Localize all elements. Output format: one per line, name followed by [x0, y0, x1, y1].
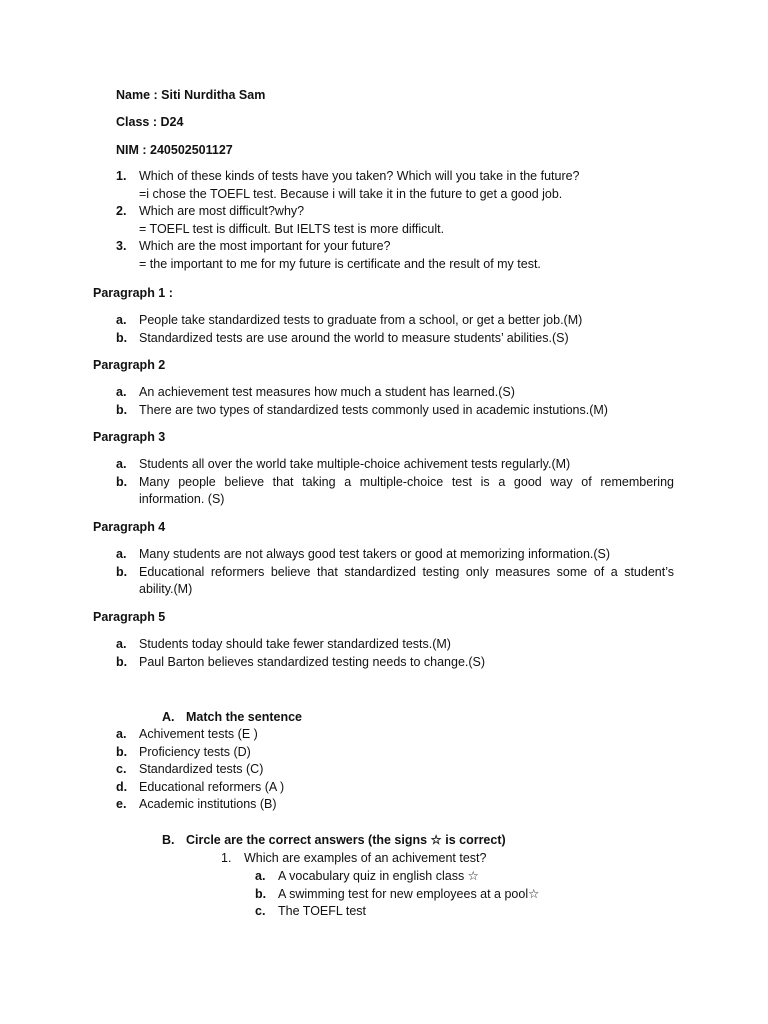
item-text: Achivement tests (E )	[139, 727, 258, 741]
list-item	[116, 564, 674, 599]
item-text: Many students are not always good test takers or good at memorizing information.(S)	[139, 547, 611, 561]
item-marker: a.	[255, 869, 266, 883]
item-text: Many people believe that taking a multiple-choice test is a good way of remembering information. (S)	[139, 474, 674, 507]
item-marker: b.	[116, 330, 128, 345]
list-item	[255, 868, 675, 886]
paragraph-heading: Paragraph 1 :	[93, 286, 173, 300]
list-item	[116, 474, 674, 509]
item-marker: a.	[116, 313, 127, 327]
question-answer: = TOEFL test is difficult. But IELTS test is more difficult.	[139, 221, 445, 236]
item-marker: a.	[116, 727, 127, 741]
list-item	[116, 744, 674, 762]
question-answer: =i chose the TOEFL test. Because i will take it in the future to get a good job.	[139, 186, 563, 201]
paragraph-list	[116, 384, 674, 419]
list-item	[116, 761, 674, 779]
item-marker: b.	[116, 474, 128, 489]
item-marker: d.	[116, 779, 128, 794]
option-list	[255, 868, 675, 921]
student-class: Class : D24	[116, 115, 184, 129]
item-marker: e.	[116, 797, 127, 812]
item-text: Paul Barton believes standardized testing needs to change.(S)	[139, 654, 486, 669]
item-text: Educational reformers believe that standardized testing only measures some of a student’s ability.(M)	[139, 564, 674, 597]
item-text: There are two types of standardized tests commonly used in academic instutions.(M)	[139, 402, 608, 417]
section-a-title	[162, 709, 302, 727]
question-number: 1.	[221, 851, 232, 865]
paragraph-heading: Paragraph 2	[93, 358, 166, 372]
item-text: An achievement test measures how much a student has learned.(S)	[139, 385, 515, 399]
list-item	[116, 796, 674, 814]
student-nim: NIM : 240502501127	[116, 143, 233, 157]
question-item	[116, 203, 676, 238]
item-marker: a.	[116, 385, 127, 399]
student-name: Name : Siti Nurditha Sam	[116, 88, 266, 102]
list-item	[116, 546, 674, 564]
list-item	[116, 636, 674, 654]
question-item	[116, 238, 676, 273]
item-marker: b.	[255, 886, 267, 901]
item-text: A swimming test for new employees at a pool☆	[278, 886, 540, 901]
paragraph-list	[116, 546, 674, 599]
question-item	[116, 168, 676, 203]
item-text: Standardized tests are use around the world to measure students’ abilities.(S)	[139, 330, 569, 345]
question-text: Which are most difficult?why?	[139, 204, 305, 219]
paragraph-list	[116, 456, 674, 509]
list-item	[116, 456, 674, 474]
question-number: 1.	[116, 169, 127, 183]
item-marker: b.	[116, 402, 128, 417]
item-marker: b.	[116, 744, 128, 759]
item-marker: b.	[116, 654, 128, 669]
match-list	[116, 726, 674, 814]
section-b-question	[221, 850, 486, 868]
item-text: The TOEFL test	[278, 904, 367, 919]
item-marker: a.	[116, 457, 127, 471]
item-text: People take standardized tests to graduate from a school, or get a better job.(M)	[139, 313, 583, 327]
section-marker: B.	[162, 833, 175, 847]
list-item	[116, 654, 674, 672]
list-item	[116, 384, 674, 402]
item-marker: a.	[116, 547, 127, 561]
item-text: A vocabulary quiz in english class ☆	[278, 869, 479, 883]
list-item	[116, 726, 674, 744]
item-text: Proficiency tests (D)	[139, 744, 251, 759]
list-item	[255, 886, 675, 904]
question-text: Which are examples of an achivement test?	[244, 851, 487, 865]
paragraph-heading: Paragraph 4	[93, 520, 166, 534]
paragraph-heading: Paragraph 3	[93, 430, 166, 444]
section-title-text: Circle are the correct answers (the signs ☆ is correct)	[186, 833, 506, 847]
item-marker: c.	[116, 762, 127, 777]
item-text: Educational reformers (A )	[139, 779, 285, 794]
item-marker: b.	[116, 564, 128, 579]
question-number: 2.	[116, 204, 127, 219]
list-item	[116, 779, 674, 797]
question-number: 3.	[116, 239, 127, 254]
question-answer: = the important to me for my future is certificate and the result of my test.	[139, 256, 541, 271]
item-text: Students all over the world take multiple-choice achivement tests regularly.(M)	[139, 457, 571, 471]
section-b-title	[162, 832, 506, 850]
question-list	[116, 168, 676, 274]
paragraph-list	[116, 312, 674, 347]
item-text: Academic institutions (B)	[139, 797, 277, 812]
section-marker: A.	[162, 710, 175, 724]
list-item	[116, 402, 674, 420]
paragraph-heading: Paragraph 5	[93, 610, 166, 624]
item-text: Students today should take fewer standardized tests.(M)	[139, 637, 451, 651]
item-text: Standardized tests (C)	[139, 762, 264, 777]
section-title-text: Match the sentence	[186, 710, 303, 724]
question-text: Which of these kinds of tests have you taken? Which will you take in the future?	[139, 169, 580, 183]
paragraph-list	[116, 636, 674, 671]
item-marker: c.	[255, 904, 266, 919]
list-item	[255, 903, 675, 921]
list-item	[116, 330, 674, 348]
list-item	[116, 312, 674, 330]
question-text: Which are the most important for your future?	[139, 239, 391, 254]
item-marker: a.	[116, 637, 127, 651]
